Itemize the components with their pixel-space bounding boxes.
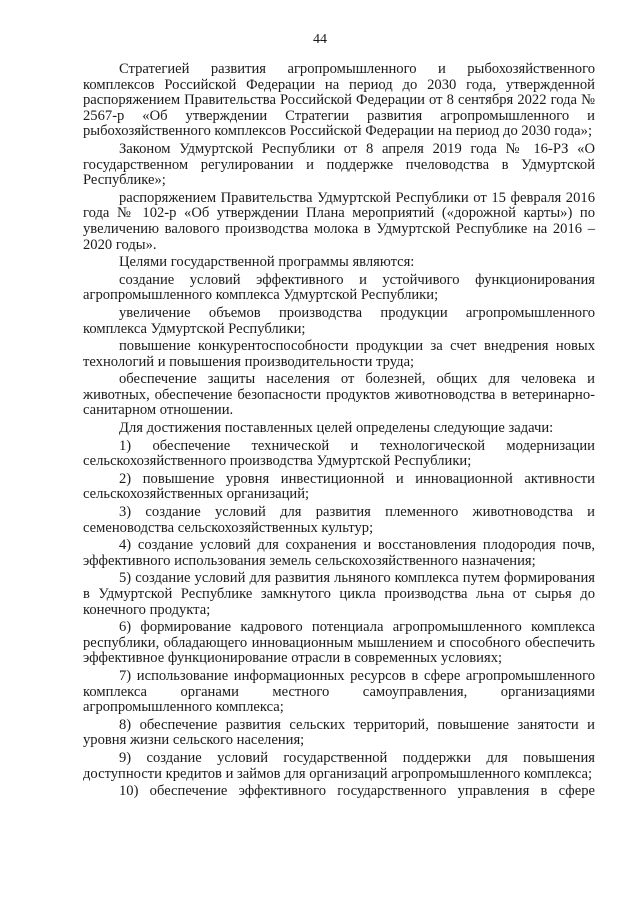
paragraph-strategy-2030: Стратегией развития агропромышленного и рыбохозяйственного комплексов Российской Федерации на период до 2030 года, утвержденной распоряжением Правительства Российской Федерации от 8 сентября 2022 года № 2567-р «Об утверждении Стратегии развития агропромышленного и рыбохозяйственного комплексов Российской Федерации на период до 2030 года»; <box>83 61 595 140</box>
document-body <box>83 62 595 800</box>
page-number: 44 <box>313 32 327 47</box>
paragraph-task-10: 10) обеспечение эффективного государственного управления в сфере <box>119 783 595 800</box>
paragraph-task-7: 7) использование информационных ресурсов в сфере агропромышленного комплекса органами местного самоуправления, организациями агропромышленного комплекса; <box>83 667 595 716</box>
paragraph-goal-3: повышение конкурентоспособности продукции за счет внедрения новых технологий и повышения производительности труда; <box>83 338 595 370</box>
paragraph-task-8: 8) обеспечение развития сельских территорий, повышение занятости и уровня жизни сельского населения; <box>83 716 595 749</box>
paragraph-goal-1: создание условий эффективного и устойчивого функционирования агропромышленного комплекса Удмуртской Республики; <box>83 271 595 304</box>
paragraph-milk-roadmap: распоряжением Правительства Удмуртской Республики от 15 февраля 2016 года № 102-р «Об утверждении Плана мероприятий («дорожной карты») по увеличению валового производства молока в Удмуртской Республике на 2016 – 2020 годы». <box>83 189 595 253</box>
paragraph-task-5: 5) создание условий для развития льняного комплекса путем формирования в Удмуртской Республике замкнутого цикла производства льна от сырья до конечного продукта; <box>83 570 595 618</box>
paragraph-task-1: 1) обеспечение технической и технологической модернизации сельскохозяйственного производства Удмуртской Республики; <box>83 437 595 470</box>
paragraph-task-9: 9) создание условий государственной поддержки для повышения доступности кредитов и займов для организаций агропромышленного комплекса; <box>83 749 595 782</box>
paragraph-tasks-intro: Для достижения поставленных целей определены следующие задачи: <box>119 420 554 437</box>
paragraph-beekeeping-law: Законом Удмуртской Республики от 8 апреля 2019 года № 16-РЗ «О государственном регулировании и поддержке пчеловодства в Удмуртской Республике»; <box>83 140 595 189</box>
paragraph-task-6: 6) формирование кадрового потенциала агропромышленного комплекса республики, обладающего инновационным мышлением и способного обеспечить эффективное функционирование отрасли в современных условиях; <box>83 619 595 667</box>
paragraph-goal-4: обеспечение защиты населения от болезней, общих для человека и животных, обеспечение безопасности продуктов животноводства в ветеринарно-санитарном отношении. <box>83 371 595 419</box>
paragraph-task-4: 4) создание условий для сохранения и восстановления плодородия почв, эффективного использования земель сельскохозяйственного назначения; <box>83 537 595 569</box>
paragraph-goals-intro: Целями государственной программы являются: <box>119 254 415 271</box>
paragraph-task-2: 2) повышение уровня инвестиционной и инновационной активности сельскохозяйственных организаций; <box>83 470 595 503</box>
paragraph-task-3: 3) создание условий для развития племенного животноводства и семеноводства сельскохозяйственных культур; <box>83 504 595 536</box>
paragraph-goal-2: увеличение объемов производства продукции агропромышленного комплекса Удмуртской Республики; <box>83 304 595 337</box>
